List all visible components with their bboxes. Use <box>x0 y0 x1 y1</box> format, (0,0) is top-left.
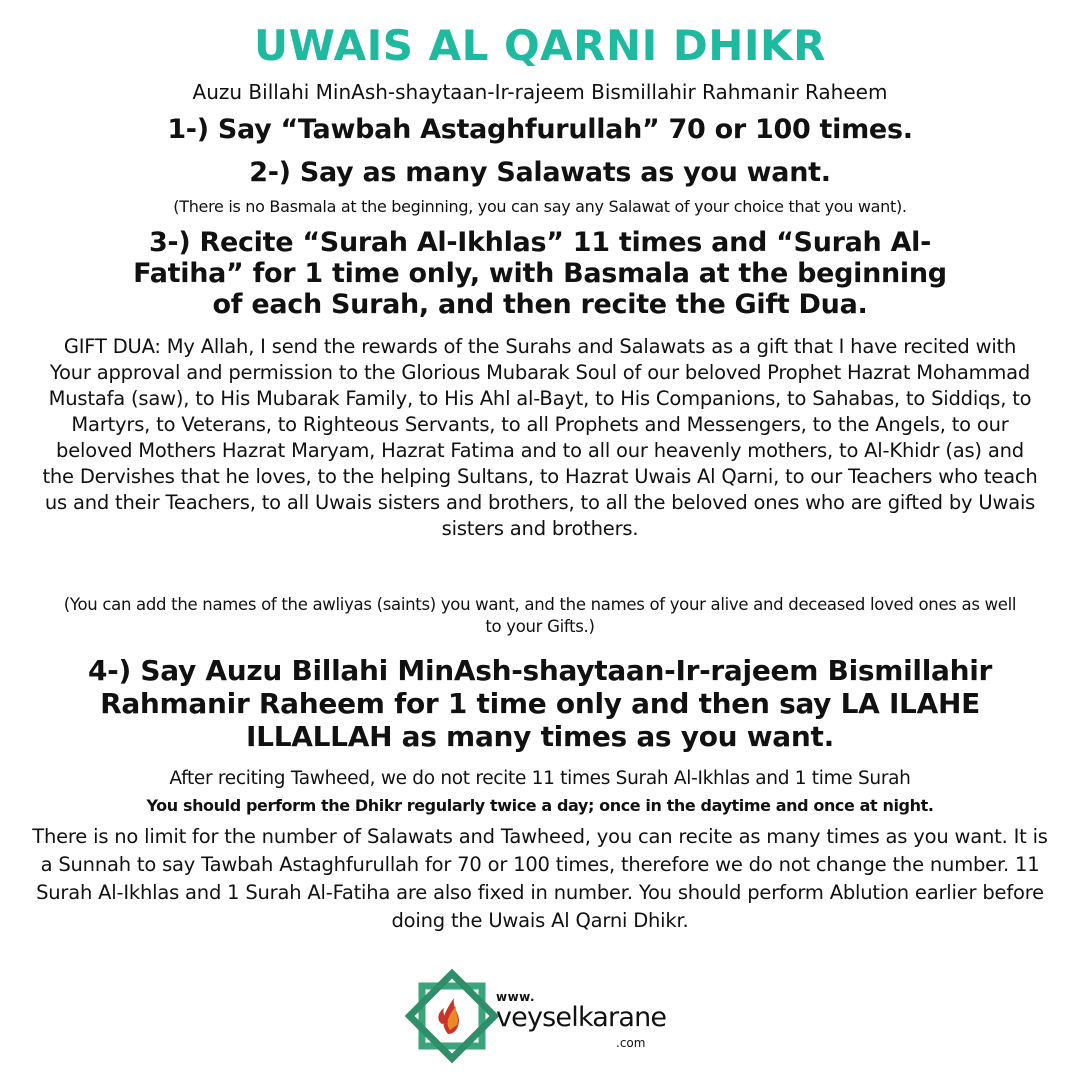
perform-regularly-note: You should perform the Dhikr regularly twice a day; once in the daytime and once at night. <box>146 796 934 815</box>
gift-dua-text: GIFT DUA: My Allah, I send the rewards of the Surahs and Salawats as a gift that I have recited with Your approval and permission to the Glorious Mubarak Soul of our beloved Prophet Hazrat Mohammad Mustafa (saw), to His Mubarak Family, to His Ahl al-Bayt, to His Companions, to Sahabas, to Siddiqs, to Martyrs, to Veterans, to Righteous Servants, to all Prophets and Messengers, to the Angels, to our beloved Mothers Hazrat Maryam, Hazrat Fatima and to all our heavenly mothers, to Al-Khidr (as) and the Dervishes that he loves, to the helping Sultans, to Hazrat Uwais Al Qarni, to our Teachers who teach us and their Teachers, to all Uwais sisters and brothers, to all the beloved ones who are gifted by Uwais sisters and brothers. <box>42 335 1038 540</box>
limit-note: There is no limit for the number of Salawats and Tawheed, you can recite as many times as you want. It is a Sunnah to say Tawbah Astaghfurullah for 70 or 100 times, therefore we do not change the number. 11 Surah Al-Ikhlas and 1 Surah Al-Fatiha are also fixed in number. You should perform Ablution earlier before doing the Uwais Al Qarni Dhikr. <box>32 825 1048 932</box>
opening-invocation: Auzu Billahi MinAsh-shaytaan-Ir-rajeem Bismillahir Rahmanir Raheem <box>192 80 888 104</box>
site-logo <box>404 968 674 1068</box>
octagram-logo-icon <box>404 968 500 1064</box>
logo-tld: .com <box>616 1036 646 1050</box>
logo-wordmark <box>496 990 676 1060</box>
step-1: 1-) Say “Tawbah Astaghfurullah” 70 or 100 times. <box>167 114 913 145</box>
step-4: 4-) Say Auzu Billahi MinAsh-shaytaan-Ir-rajeem Bismillahir Rahmanir Raheem for 1 time only and then say LA ILAHE ILLALLAH as many times as you want. <box>87 654 993 753</box>
page-title: UWAIS AL QARNI DHIKR <box>254 21 826 70</box>
step-2: 2-) Say as many Salawats as you want. <box>249 157 831 188</box>
step-3: 3-) Recite “Surah Al-Ikhlas” 11 times and “Surah Al-Fatiha” for 1 time only, with Basmala at the beginning of each Surah, and then recite the Gift Dua. <box>133 227 947 320</box>
logo-name: veyselkarane <box>496 1002 667 1033</box>
after-tawheed-note: After reciting Tawheed, we do not recite 11 times Surah Al-Ikhlas and 1 time Surah <box>169 768 911 789</box>
logo-www: www. <box>496 990 536 1004</box>
step-2-note: (There is no Basmala at the beginning, you can say any Salawat of your choice that you want). <box>173 197 907 216</box>
gift-dua-note: (You can add the names of the awliyas (saints) you want, and the names of your alive and deceased loved ones as well to your Gifts.) <box>63 595 1017 636</box>
